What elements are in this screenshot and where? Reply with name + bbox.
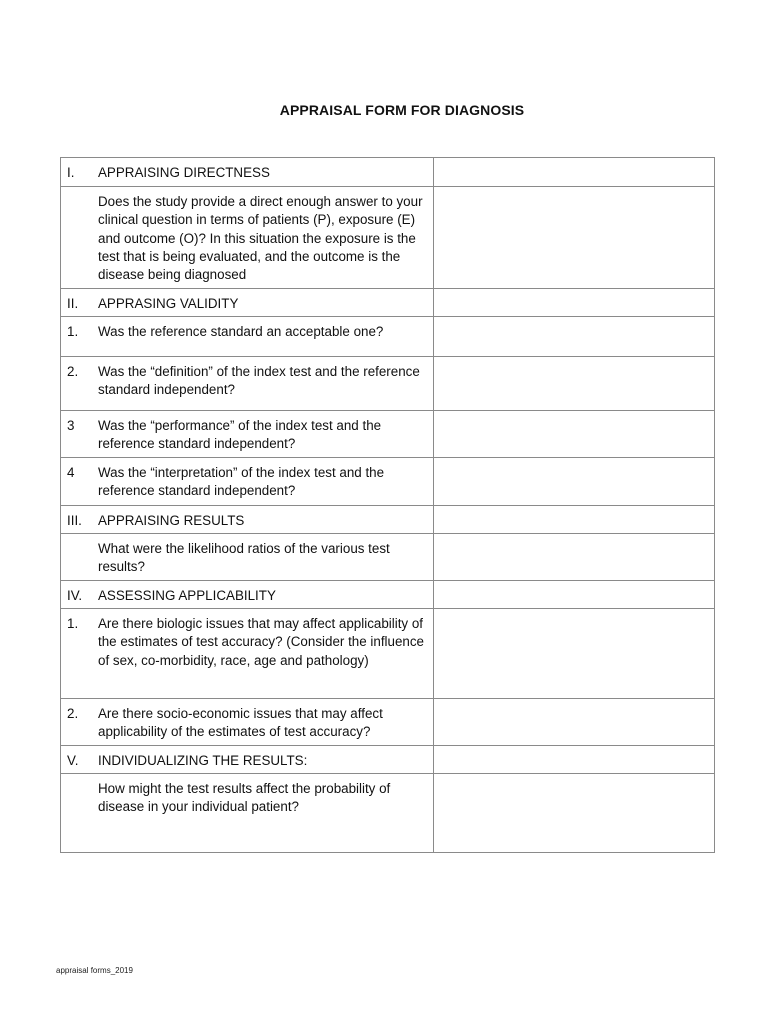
table-row	[61, 411, 715, 458]
table-row-section-1	[61, 158, 715, 187]
question-cell	[61, 746, 434, 774]
answer-cell[interactable]	[434, 581, 715, 609]
row-number	[67, 780, 98, 817]
answer-cell[interactable]	[434, 506, 715, 534]
row-number: 2.	[67, 706, 79, 721]
question-cell	[61, 317, 434, 357]
row-number: 1.	[67, 324, 79, 339]
answer-cell[interactable]	[434, 357, 715, 411]
question-text: Was the reference standard an acceptable one?	[98, 324, 384, 339]
question-cell	[61, 357, 434, 411]
row-number: 1.	[67, 616, 79, 631]
question-text: Does the study provide a direct enough answer to your clinical question in terms of patients (P), exposure (E) and outcome (O)? In this situation the exposure is the test that is being evaluated, and the outcome is the disease being diagnosed	[98, 194, 423, 283]
question-cell	[61, 506, 434, 534]
answer-cell[interactable]	[434, 458, 715, 506]
question-text: Was the “definition” of the index test and the reference standard independent?	[98, 364, 420, 398]
question-cell	[61, 609, 434, 699]
row-number: 3	[67, 418, 75, 433]
table-row-section-3	[61, 506, 715, 534]
table-row-section-5	[61, 746, 715, 774]
table-row	[61, 458, 715, 506]
question-cell	[61, 158, 434, 187]
answer-cell[interactable]	[434, 699, 715, 746]
table-row	[61, 699, 715, 746]
row-number: III.	[67, 513, 82, 528]
row-number	[67, 193, 98, 284]
section-heading: APPRAISING RESULTS	[98, 513, 245, 528]
section-heading: ASSESSING APPLICABILITY	[98, 588, 276, 603]
appraisal-table	[60, 157, 715, 853]
question-cell	[61, 774, 434, 853]
section-heading: APPRASING VALIDITY	[98, 296, 239, 311]
answer-cell[interactable]	[434, 317, 715, 357]
row-number: IV.	[67, 588, 83, 603]
row-number: 2.	[67, 364, 79, 379]
page-footer: appraisal forms_2019	[56, 966, 133, 975]
row-number: V.	[67, 753, 79, 768]
question-cell	[61, 534, 434, 581]
question-cell	[61, 581, 434, 609]
question-cell	[61, 699, 434, 746]
table-row	[61, 609, 715, 699]
row-number: II.	[67, 296, 79, 311]
question-cell	[61, 411, 434, 458]
answer-cell[interactable]	[434, 774, 715, 853]
question-text: What were the likelihood ratios of the various test results?	[98, 541, 390, 575]
question-text: Was the “interpretation” of the index test and the reference standard independent?	[98, 465, 385, 499]
document-title: APPRAISAL FORM FOR DIAGNOSIS	[279, 102, 525, 118]
answer-cell[interactable]	[434, 158, 715, 187]
answer-cell[interactable]	[434, 411, 715, 458]
question-cell	[61, 289, 434, 317]
question-cell	[61, 458, 434, 506]
table-row	[61, 187, 715, 289]
table-row	[61, 357, 715, 411]
table-row	[61, 774, 715, 853]
question-text: Was the “performance” of the index test and the reference standard independent?	[98, 418, 382, 452]
question-text: Are there socio-economic issues that may affect applicability of the estimates of test accuracy?	[98, 706, 383, 740]
table-row-section-2	[61, 289, 715, 317]
answer-cell[interactable]	[434, 609, 715, 699]
table-row-section-4	[61, 581, 715, 609]
answer-cell[interactable]	[434, 187, 715, 289]
answer-cell[interactable]	[434, 289, 715, 317]
row-number: 4	[67, 465, 75, 480]
answer-cell[interactable]	[434, 746, 715, 774]
question-text: How might the test results affect the probability of disease in your individual patient?	[98, 781, 391, 815]
row-number: I.	[67, 165, 75, 180]
question-text: Are there biologic issues that may affect applicability of the estimates of test accuracy? (Consider the influence of sex, co-morbidity, race, age and pathology)	[98, 616, 425, 668]
section-heading: INDIVIDUALIZING THE RESULTS:	[98, 753, 308, 768]
question-cell	[61, 187, 434, 289]
table-row	[61, 534, 715, 581]
table-row	[61, 317, 715, 357]
row-number	[67, 540, 98, 577]
answer-cell[interactable]	[434, 534, 715, 581]
section-heading: APPRAISING DIRECTNESS	[98, 165, 270, 180]
